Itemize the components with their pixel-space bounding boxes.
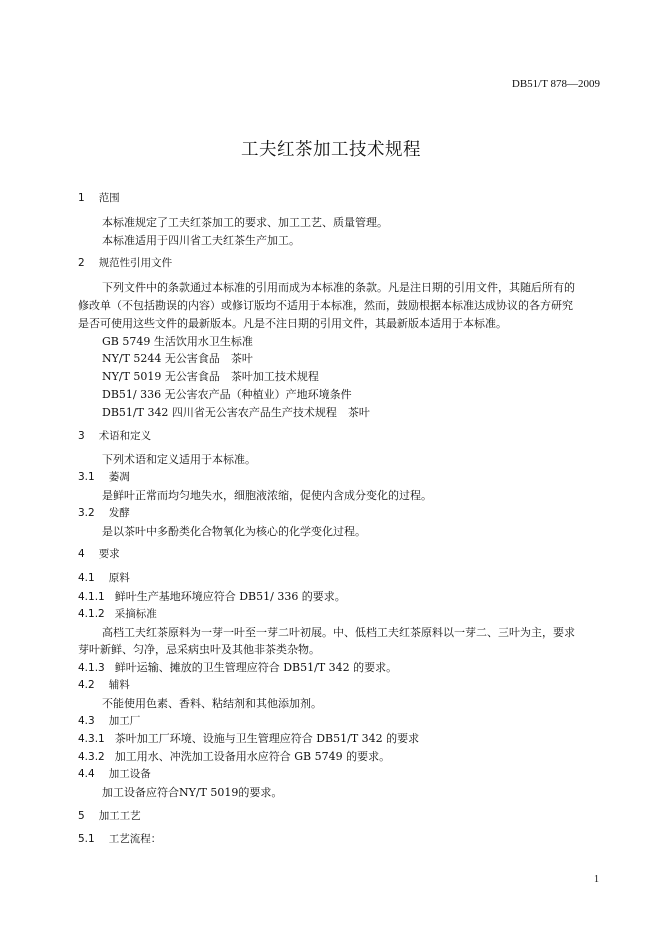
paragraph-line: 下列文件中的条款通过本标准的引用而成为本标准的条款。凡是注日期的引用文件，其随后所有的 [102,281,575,295]
subsection-heading [78,677,600,695]
section-title: 加工工艺 [98,809,141,822]
subsection-number: 4.2 [78,678,95,691]
clause-text: 鲜叶运输、摊放的卫生管理应符合 DB51/T 342 的要求。 [114,661,398,675]
paragraph-line: 芽叶新鲜、匀净，忌采病虫叶及其他非茶类杂物。 [78,643,320,657]
document-title: 工夫红茶加工技术规程 [241,140,421,160]
clause-text: 鲜叶生产基地环境应符合 DB51/ 336 的要求。 [114,589,346,603]
paragraph: 本标准适用于四川省工夫红茶生产加工。 [102,233,300,247]
paragraph: 本标准规定了工夫红茶加工的要求、加工工艺、质量管理。 [102,215,388,229]
subsection-number: 4.4 [78,767,95,780]
term-number: 3.2 [78,506,95,519]
term-definition: 是鲜叶正常而均匀地失水，细胞液浓缩，促使内含成分变化的过程。 [102,488,432,502]
paragraph-line: 修改单（不包括勘误的内容）或修订版均不适用于本标准，然而，鼓励根据本标准达成协议的各方研究 [78,298,573,312]
section-2-heading [78,255,600,273]
page-number: 1 [594,874,599,885]
subsection-title: 辅料 [108,678,130,691]
term-number: 3.1 [78,471,95,484]
clause [78,588,600,606]
term-definition: 是以茶叶中多酚类化合物氧化为核心的化学变化过程。 [102,524,366,538]
reference-item: DB51/ 336 无公害农产品（种植业）产地环境条件 [102,387,352,401]
clause [78,730,600,748]
section-number: 3 [78,429,85,442]
subsection-heading [78,570,600,588]
section-number: 1 [78,192,85,204]
section-4-heading [78,546,600,564]
subsection-heading [78,831,600,849]
paragraph-line: 是否可使用这些文件的最新版本。凡是不注日期的引用文件，其最新版本适用于本标准。 [78,316,507,330]
reference-item: NY/T 5019 无公害食品 茶叶加工技术规程 [102,370,319,384]
section-number: 5 [78,809,85,822]
reference-item: NY/T 5244 无公害食品 茶叶 [102,352,253,366]
clause-heading [78,606,600,624]
clause-number: 4.1.1 [78,590,105,603]
document-body [78,190,600,849]
standard-code: DB51/T 878—2009 [511,78,600,90]
subsection-title: 加工厂 [108,714,141,727]
paragraph: 加工设备应符合NY/T 5019的要求。 [102,785,283,799]
subsection-title: 加工设备 [108,767,151,780]
section-number: 2 [78,257,85,270]
subsection-heading [78,766,600,784]
subsection-title: 原料 [108,572,130,585]
clause [78,659,600,677]
subsection-number: 4.3 [78,714,95,727]
subsection-heading [78,713,600,731]
reference-item: DB51/T 342 四川省无公害农产品生产技术规程 茶叶 [102,405,370,419]
reference-item: GB 5749 生活饮用水卫生标准 [102,334,253,348]
clause-text: 茶叶加工厂环境、设施与卫生管理应符合 DB51/T 342 的要求 [114,732,420,746]
clause [78,748,600,766]
clause-title: 采摘标准 [114,607,157,620]
clause-number: 4.3.2 [78,751,105,764]
section-5-heading [78,808,600,826]
term-title: 萎凋 [108,471,130,484]
subsection-number: 5.1 [78,833,95,846]
section-1-heading [78,190,600,208]
clause-number: 4.1.3 [78,662,105,675]
term-title: 发酵 [108,506,130,519]
subsection-number: 4.1 [78,572,95,585]
section-number: 4 [78,548,85,561]
section-title: 规范性引用文件 [98,257,173,270]
section-title: 术语和定义 [98,429,152,442]
subsection-title: 工艺流程： [108,833,162,846]
paragraph-line: 高档工夫红茶原料为一芽一叶至一芽二叶初展。中、低档工夫红茶原料以一芽二、三叶为主，要求 [102,625,575,639]
section-title: 要求 [98,548,120,561]
term-heading [78,505,600,523]
clause-text: 加工用水、冲洗加工设备用水应符合 GB 5749 的要求。 [114,750,391,764]
paragraph: 下列术语和定义适用于本标准。 [102,453,256,467]
term-heading [78,469,600,487]
section-3-heading [78,428,600,446]
clause-number: 4.3.1 [78,733,105,746]
paragraph: 不能使用色素、香料、粘结剂和其他添加剂。 [102,696,322,710]
clause-number: 4.1.2 [78,607,105,620]
section-title: 范围 [98,192,120,204]
